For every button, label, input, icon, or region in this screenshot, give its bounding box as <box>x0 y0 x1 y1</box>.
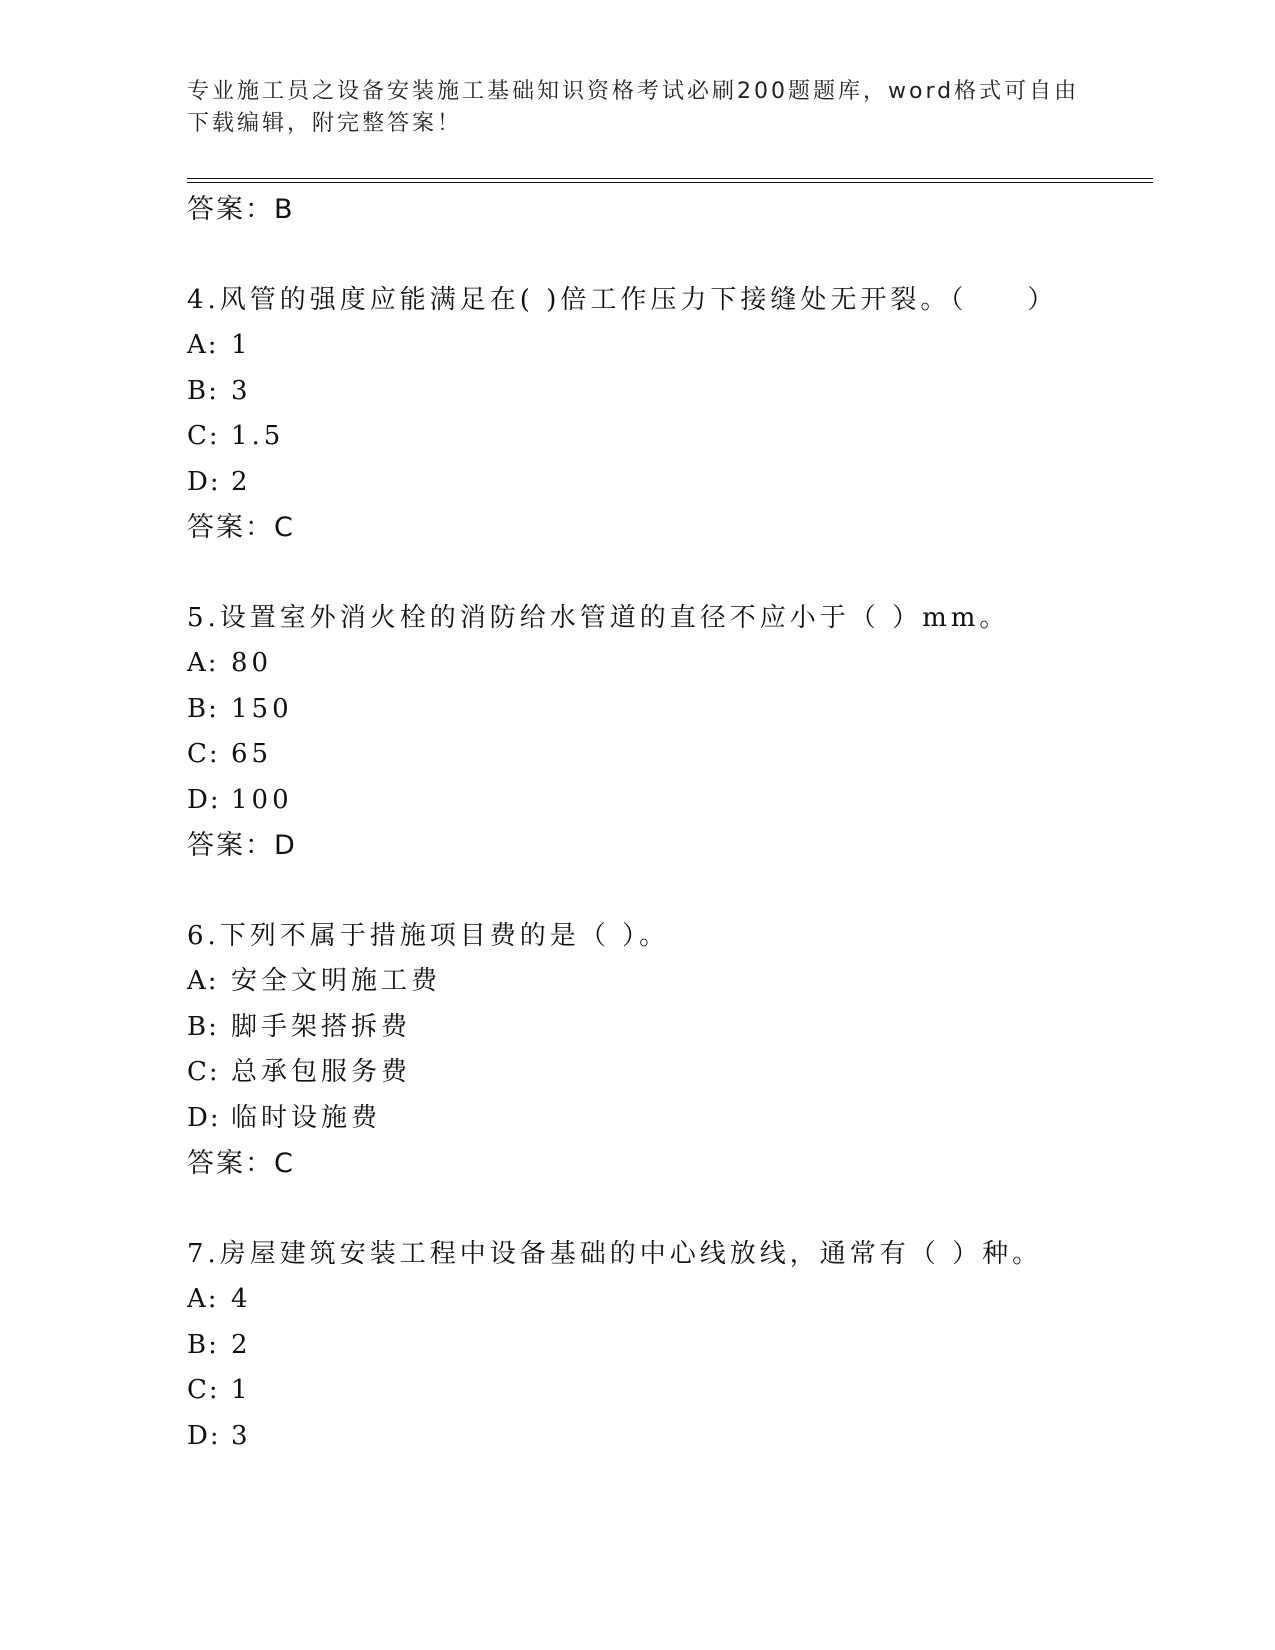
option-value: 150 <box>231 693 293 724</box>
header-line-1: 专业施工员之设备安装施工基础知识资格考试必刷200题题库，word格式可自由 <box>187 79 1080 104</box>
spacer <box>187 869 1147 914</box>
spacer <box>187 551 1147 596</box>
document-header <box>187 76 1080 140</box>
option-row <box>187 1096 1147 1142</box>
option-row <box>187 414 1147 460</box>
question-text: 4.风管的强度应能满足在( )倍工作压力下接缝处无开裂。（ ） <box>187 284 1058 315</box>
option-row <box>187 1277 1147 1323</box>
question-block <box>187 596 1147 869</box>
question-text: 6.下列不属于措施项目费的是（ ）。 <box>187 920 670 951</box>
option-value: 3 <box>231 375 252 406</box>
answer-text: 答案：C <box>187 1148 295 1179</box>
option-row <box>187 732 1147 778</box>
question-text: 7.房屋建筑安装工程中设备基础的中心线放线，通常有（ ）种。 <box>187 1238 1043 1269</box>
option-value: 脚手架搭拆费 <box>231 1011 412 1042</box>
option-value: 总承包服务费 <box>231 1057 412 1087</box>
option-value: 100 <box>231 784 293 815</box>
option-value: 65 <box>231 739 273 769</box>
option-value: 1 <box>231 1375 252 1405</box>
question-list <box>187 187 1147 1459</box>
option-row <box>187 641 1147 687</box>
header-divider-bottom <box>187 182 1153 183</box>
option-row <box>187 460 1147 506</box>
question-text: 5.设置室外消火栓的消防给水管道的直径不应小于（ ）mm。 <box>187 602 1010 633</box>
spacer <box>187 1187 1147 1232</box>
option-row <box>187 687 1147 733</box>
option-row <box>187 959 1147 1005</box>
option-value: 1 <box>231 330 252 360</box>
option-label: C: <box>187 421 220 451</box>
option-row <box>187 1005 1147 1051</box>
option-label: A: <box>187 966 219 996</box>
previous-answer: 答案：B <box>187 194 295 225</box>
option-row <box>187 1368 1147 1414</box>
answer-text: 答案：C <box>187 512 295 543</box>
option-label: C: <box>187 1375 220 1405</box>
option-label: A: <box>187 1284 219 1314</box>
option-label: A: <box>187 648 219 678</box>
option-row <box>187 1323 1147 1369</box>
option-value: 安全文明施工费 <box>231 966 442 996</box>
option-label: D: <box>187 1102 221 1133</box>
question-block <box>187 914 1147 1187</box>
option-label: D: <box>187 1420 221 1451</box>
option-label: B: <box>187 375 219 406</box>
header-divider-top <box>187 178 1153 179</box>
option-row <box>187 323 1147 369</box>
spacer <box>187 233 1147 278</box>
option-label: C: <box>187 1057 220 1087</box>
option-value: 2 <box>231 466 252 497</box>
question-block <box>187 278 1147 551</box>
option-label: B: <box>187 1329 219 1360</box>
option-row <box>187 1050 1147 1096</box>
option-value: 临时设施费 <box>231 1102 382 1133</box>
option-label: D: <box>187 784 221 815</box>
option-label: D: <box>187 466 221 497</box>
option-label: B: <box>187 1011 219 1042</box>
option-value: 1.5 <box>231 421 285 451</box>
option-row <box>187 369 1147 415</box>
question-block <box>187 1232 1147 1460</box>
option-label: C: <box>187 739 220 769</box>
option-label: A: <box>187 330 219 360</box>
header-line-2: 下载编辑，附完整答案！ <box>187 111 463 136</box>
option-row <box>187 1414 1147 1460</box>
option-value: 2 <box>231 1329 252 1360</box>
answer-text: 答案：D <box>187 830 297 861</box>
option-value: 4 <box>231 1284 252 1314</box>
option-value: 3 <box>231 1420 252 1451</box>
option-label: B: <box>187 693 219 724</box>
option-row <box>187 778 1147 824</box>
option-value: 80 <box>231 648 273 678</box>
